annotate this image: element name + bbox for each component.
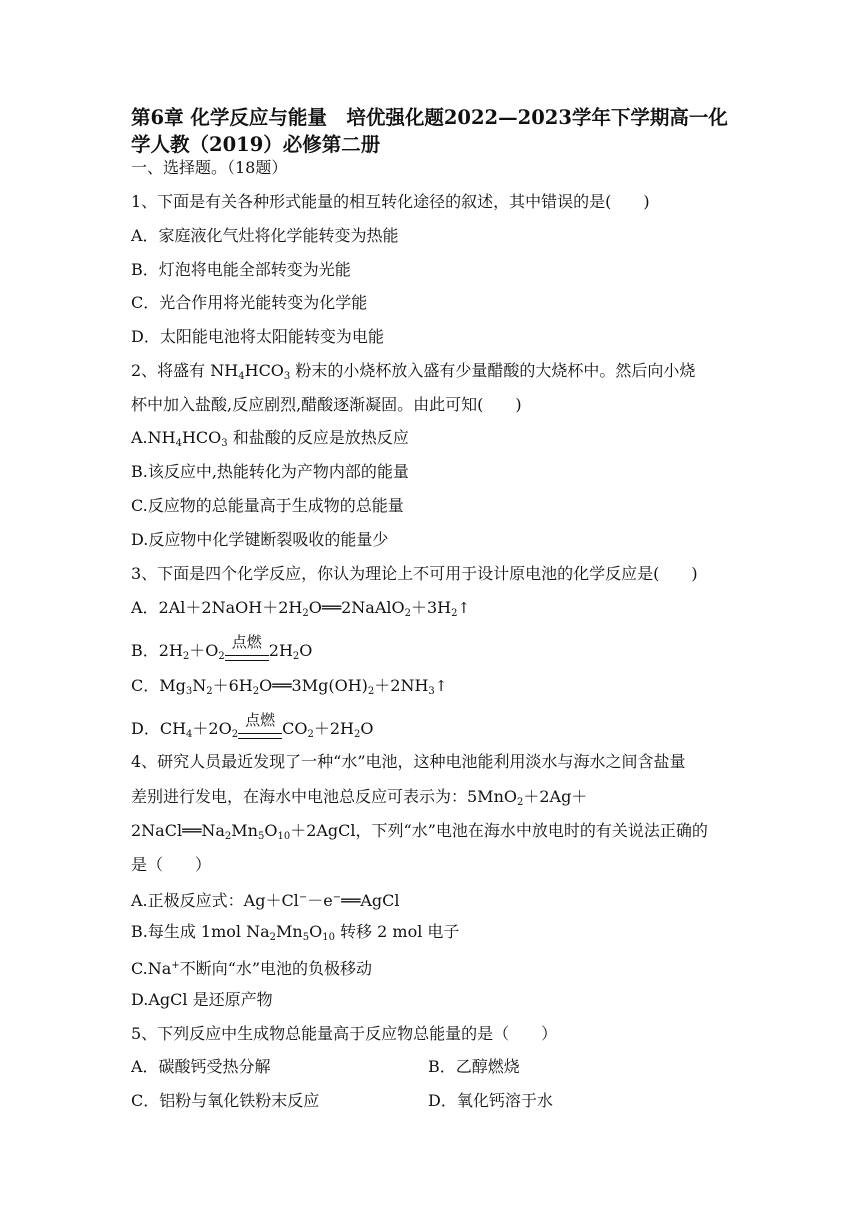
q1-stem: 1、下面是有关各种形式能量的相互转化途径的叙述，其中错误的是( ) <box>131 192 650 211</box>
q4-option-b: B.每生成 1mol $Na_2Mn_5O_{10}$ 转移 2 mol 电子 <box>131 922 460 943</box>
q2-option-b: B.该反应中,热能转化为产物内部的能量 <box>131 462 409 481</box>
q5-option-c: C．铝粉与氧化铁粉末反应 <box>131 1091 320 1110</box>
reaction-condition-ignite: 点燃 <box>225 647 269 667</box>
q5-option-b: B．乙醇燃烧 <box>428 1057 520 1076</box>
q4-stem-line-1: 4、研究人员最近发现了一种“水”电池，这种电池能利用淡水与海水之间含盐量 <box>131 752 686 771</box>
gas-up-arrow: ↑ <box>434 677 448 695</box>
q1-option-c: C．光合作用将光能转变为化学能 <box>131 293 368 312</box>
q1-option-a: A．家庭液化气灶将化学能转变为热能 <box>131 226 399 245</box>
q2-option-c: C.反应物的总能量高于生成物的总能量 <box>131 496 404 515</box>
title-line-1: 第6章 化学反应与能量 培优强化题2022—2023学年下学期高一化 <box>131 106 728 129</box>
q4-option-a: A.正极反应式：Ag＋Cl−－e−══AgCl <box>131 891 400 910</box>
q2-stem-line-1: 2、将盛有 $NH_4HCO_3$ 粉末的小烧杯放入盛有少量醋酸的大烧杯中。然后向小烧 <box>131 361 696 382</box>
q5-option-d: D．氧化钙溶于水 <box>428 1091 553 1110</box>
q3-stem: 3、下面是四个化学反应，你认为理论上不可用于设计原电池的化学反应是( ) <box>131 564 698 583</box>
q4-stem-line-3: $2NaCl══Na_2Mn_5O_{10}+2AgCl$，下列“水”电池在海水中放电时的有关说法正确的 <box>131 821 708 842</box>
q2-option-d: D.反应物中化学键断裂吸收的能量少 <box>131 530 389 549</box>
q5-stem: 5、下列反应中生成物总能量高于反应物总能量的是（ ） <box>131 1024 558 1043</box>
q4-option-c: C.Na+不断向“水”电池的负极移动 <box>131 959 373 978</box>
section-heading: 一、选择题。（18题） <box>131 158 288 177</box>
q3-option-d: D．$CH_4+2O_2$ 点燃 $CO_2+2H_2O$ <box>131 719 373 745</box>
q2-option-a: $A.NH_4HCO_3$ 和盐酸的反应是放热反应 <box>131 428 409 449</box>
q3-option-a: A．$2Al+2NaOH+2H_2O══2NaAlO_2+3H_2↑$ <box>131 598 471 619</box>
document-title <box>131 104 751 158</box>
q1-option-d: D．太阳能电池将太阳能转变为电能 <box>131 327 384 346</box>
q4-stem-line-2: 差别进行发电，在海水中电池总反应可表示为：5MnO$_2$＋2Ag＋ <box>131 787 588 808</box>
gas-up-arrow: ↑ <box>457 599 471 617</box>
q5-option-a: A．碳酸钙受热分解 <box>131 1057 271 1076</box>
q4-option-d: D.AgCl 是还原产物 <box>131 990 273 1009</box>
q1-option-b: B．灯泡将电能全部转变为光能 <box>131 260 351 279</box>
q2-stem-line-2: 杯中加入盐酸,反应剧烈,醋酸逐渐凝固。由此可知( ) <box>131 395 522 414</box>
title-line-2: 学人教（2019）必修第二册 <box>131 133 381 156</box>
reaction-condition-ignite: 点燃 <box>238 725 282 745</box>
q4-stem-line-4: 是（ ） <box>131 855 212 874</box>
q3-option-c: C．$Mg_3N_2+6H_2O══3Mg(OH)_2+2NH_3↑$ <box>131 676 448 697</box>
q3-option-b: B．$2H_2+O_2$ 点燃 $2H_2O$ <box>131 641 312 667</box>
